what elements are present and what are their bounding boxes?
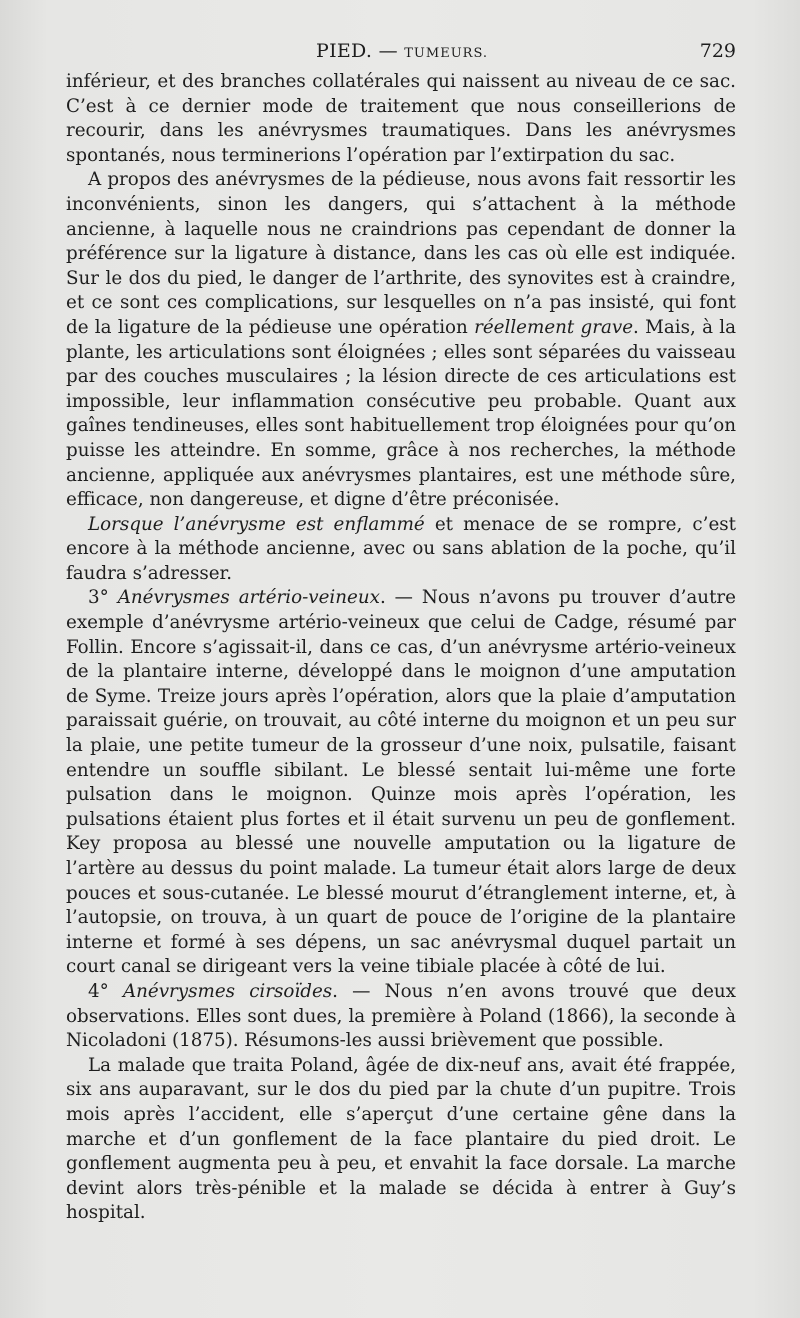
section-heading: Anévrysmes artério-veineux bbox=[117, 587, 380, 609]
page-number: 729 bbox=[699, 40, 736, 62]
running-head-title: PIED. bbox=[316, 40, 373, 62]
section-heading: Anévrysmes cirsoïdes bbox=[122, 980, 333, 1002]
paragraph bbox=[66, 513, 736, 587]
paragraph-text: La malade que traita Poland, âgée de dix-neuf ans, avait été frappée, six ans auparavant, sur le dos du pied par la chute d’un pupitre. Trois mois après l’accident, elle s’aperçut d’une certaine gêne dans la marche et d’un gonflement de la face plantaire du pied droit. Le gonflement augmenta peu à peu, et envahit la face dorsale. La marche devint alors très-pénible et la malade se décida à entrer à Guy’s hospital. bbox=[66, 1054, 736, 1224]
paragraph-text: A propos des anévrysmes de la pédieuse, nous avons fait ressortir les inconvénients, sinon les dangers, qui s’attachent à la méthode ancienne, à laquelle nous ne craindrions pas cependant de donner la préférence sur la ligature à distance, dans les cas où elle est indiquée. Sur le dos du pied, le danger de l’arthrite, des synovites est à craindre, et ce sont ces complications, sur lesquelles on n’a pas insisté, qui font de la ligature de la pédieuse une opération bbox=[66, 169, 736, 338]
paragraph bbox=[66, 1054, 736, 1226]
section-number: 4° bbox=[88, 980, 123, 1002]
running-head-subtitle: TUMEURS. bbox=[404, 46, 489, 61]
running-head bbox=[316, 40, 488, 62]
paragraph-text: . — Nous n’avons pu trouver d’autre exemple d’anévrysme artério-veineux que celui de Cadge, résumé par Follin. Encore s’agissait-il, dans ce cas, d’un anévrysme artério-veineux de la plantaire interne, développé dans le moignon d’une amputation de Syme. Treize jours après l’opération, alors que la plaie d’amputation paraissait guérie, on trouvait, au côté interne du moignon et un peu sur la plaie, une petite tumeur de la grosseur d’une noix, pulsatile, faisant entendre un souffle sibilant. Le blessé sentait lui-même une forte pulsation dans le moignon. Quinze mois après l’opération, les pulsations étaient plus fortes et il était survenu un peu de gonflement. Key proposa au blessé une nouvelle amputation ou la ligature de l’artère au dessus du point malade. La tumeur était alors large de deux pouces et sous-cutanée. Le blessé mourut d’étranglement interne, et, à l’autopsie, on trouva, à un quart de pouce de l’origine de la plantaire interne et formé à ses dépens, un sac anévrysmal duquel partait un court canal se dirigeant vers la veine tibiale placée à côté de lui. bbox=[66, 587, 736, 978]
paragraph-text: . Mais, à la plante, les articulations sont éloignées ; elles sont séparées du vaisseau par des couches musculaires ; la lésion directe de ces articulations est impossible, leur inflammation consécutive peu probable. Quant aux gaînes tendineuses, elles sont habituellement trop éloignées pour qu’on puisse les atteindre. En somme, grâce à nos recherches, la méthode ancienne, appliquée aux anévrysmes plantaires, est une méthode sûre, efficace, non dangereuse, et digne d’être préconisée. bbox=[66, 316, 736, 511]
paragraph bbox=[66, 168, 736, 512]
paragraph-text: . — Nous n’en avons trouvé que deux observations. Elles sont dues, la première à Poland (1866), la seconde à Nicoladoni (1875). Résumons-les aussi brièvement que possible. bbox=[66, 980, 736, 1052]
paragraph-text: et menace de se rompre, c’est encore à la méthode ancienne, avec ou sans ablation de la poche, qu’il faudra s’adresser. bbox=[66, 513, 736, 584]
italic-phrase: réellement grave bbox=[474, 316, 634, 338]
paragraph bbox=[66, 980, 736, 1054]
body-text bbox=[66, 70, 736, 1226]
italic-phrase: Lorsque l’anévrysme est enflammé bbox=[88, 513, 425, 535]
paragraph bbox=[66, 70, 736, 168]
running-head-dash: — bbox=[378, 40, 398, 62]
section-number: 3° bbox=[88, 587, 118, 609]
paragraph bbox=[66, 586, 736, 980]
paragraph-text: inférieur, et des branches collatérales qui naissent au niveau de ce sac. C’est à ce dernier mode de traitement que nous conseillerions de recourir, dans les anévrysmes traumatiques. Dans les anévrysmes spontanés, nous terminerions l’opération par l’extirpation du sac. bbox=[66, 71, 736, 166]
page-header bbox=[66, 40, 736, 72]
